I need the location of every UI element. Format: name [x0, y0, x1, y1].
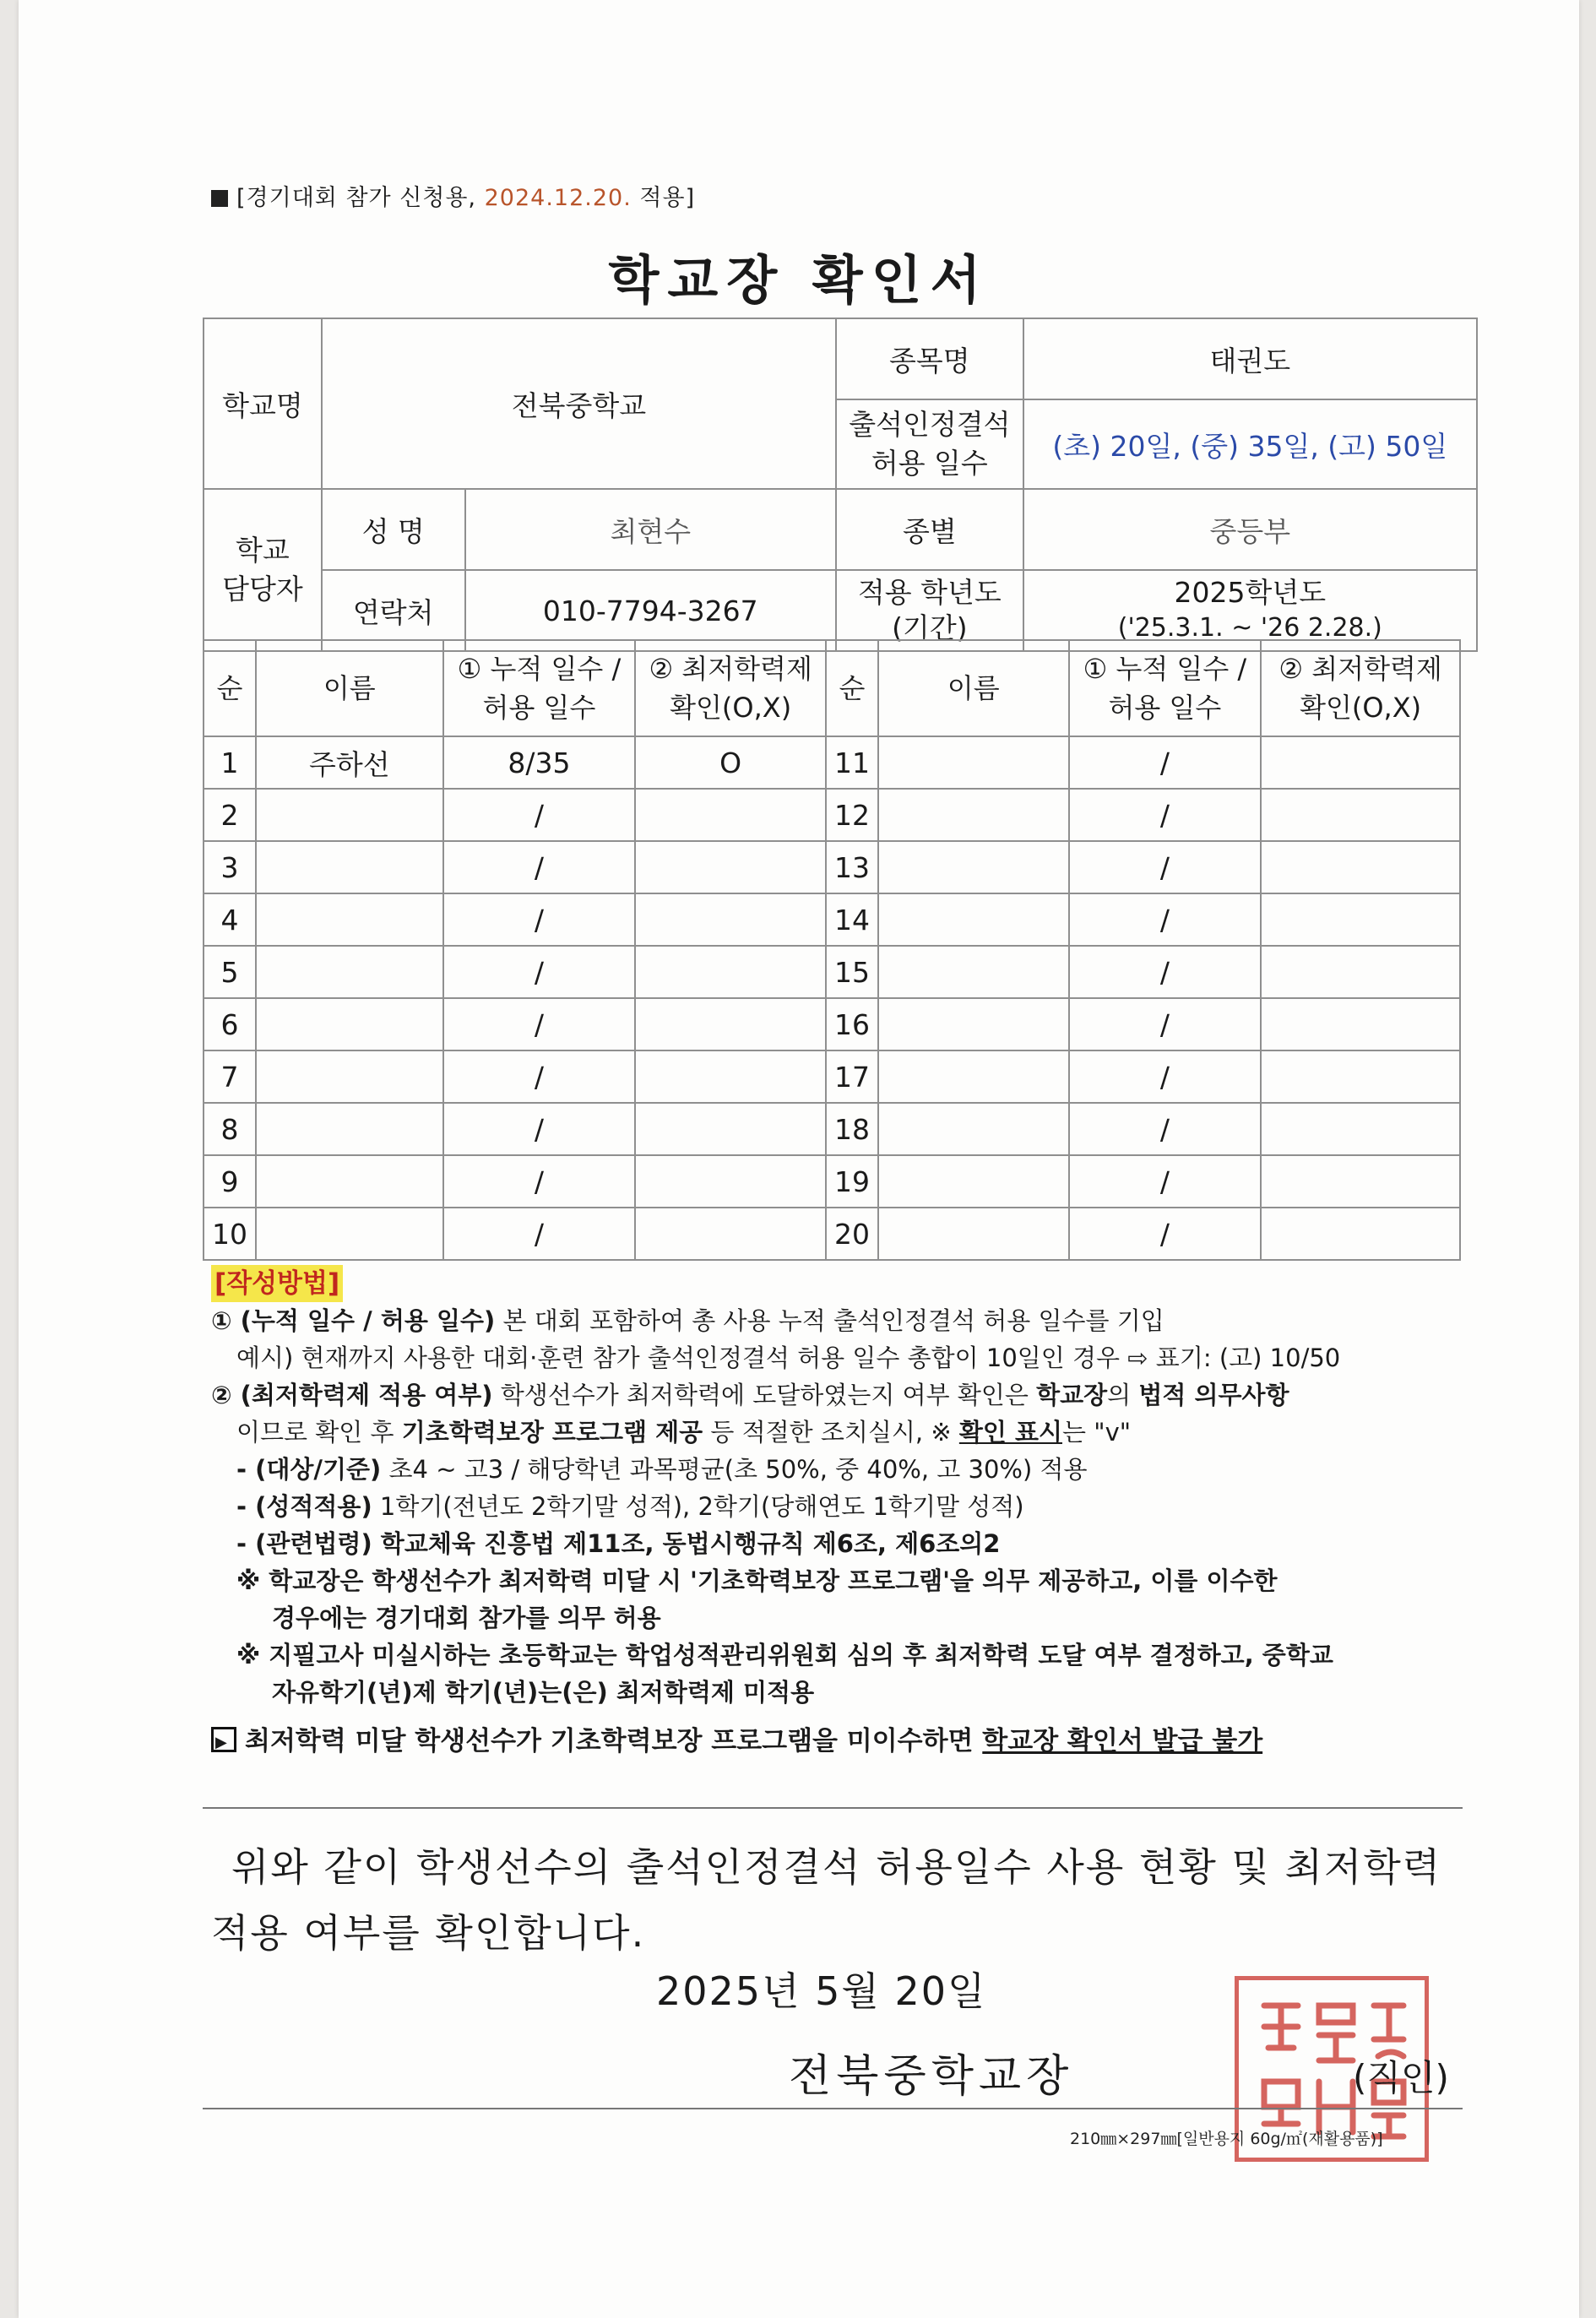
roster-cell-check [635, 893, 826, 946]
method-line-8: ※ 학교장은 학생선수가 최저학력 미달 시 '기초학력보장 프로그램'을 의무 제공하고, 이를 이수한 [236, 1566, 1278, 1595]
method-line-11: 자유학기(년)제 학기(년)는(은) 최저학력제 미적용 [272, 1678, 815, 1707]
col-days-2: ① 누적 일수 / 허용 일수 [1069, 640, 1262, 736]
roster-cell-check: O [635, 736, 826, 789]
roster-cell-name [878, 841, 1069, 893]
roster-cell-no: 16 [826, 998, 878, 1050]
roster-cell-name [878, 1208, 1069, 1260]
roster-cell-days: / [1069, 736, 1262, 789]
roster-cell-days: / [1069, 1208, 1262, 1260]
roster-cell-name [256, 1103, 443, 1155]
roster-cell-check [1261, 1050, 1460, 1103]
info-table [203, 318, 1478, 652]
roster-cell-days: / [443, 998, 636, 1050]
roster-cell-check [1261, 946, 1460, 998]
roster-cell-days: / [443, 789, 636, 841]
roster-cell-name [878, 1155, 1069, 1208]
roster-cell-name [256, 789, 443, 841]
roster-cell-no: 12 [826, 789, 878, 841]
seal-mark: (직인) [1353, 2057, 1449, 2098]
col-no-2: 순 [826, 640, 878, 736]
table-row [204, 1155, 1460, 1208]
roster-cell-name [256, 1208, 443, 1260]
method-line-6: - (성적적용) 1학기(전년도 2학기말 성적), 2학기(당해연도 1학기말 성적) [236, 1492, 1024, 1521]
table-row [204, 998, 1460, 1050]
roster-cell-days: / [1069, 893, 1262, 946]
roster-cell-no: 19 [826, 1155, 878, 1208]
table-row [204, 841, 1460, 893]
col-name: 이름 [256, 640, 443, 736]
roster-cell-check [1261, 1208, 1460, 1260]
divider [203, 1807, 1463, 1809]
roster-cell-days: / [1069, 1050, 1262, 1103]
roster-cell-check [635, 1103, 826, 1155]
division-value: 중등부 [1023, 489, 1477, 570]
roster-cell-check [635, 1050, 826, 1103]
absence-label: 출석인정결석 허용 일수 [836, 399, 1023, 489]
roster-cell-no: 15 [826, 946, 878, 998]
name-value: 최현수 [465, 489, 836, 570]
roster-cell-days: / [1069, 946, 1262, 998]
roster-cell-name [878, 893, 1069, 946]
roster-cell-name [256, 946, 443, 998]
roster-cell-check [635, 841, 826, 893]
roster-cell-days: / [443, 1155, 636, 1208]
roster-cell-check [635, 1208, 826, 1260]
roster-cell-check [635, 1155, 826, 1208]
roster-header-row [204, 640, 1460, 736]
page-title: 학교장 확인서 [608, 249, 990, 311]
roster-cell-no: 14 [826, 893, 878, 946]
roster-cell-days: / [1069, 1103, 1262, 1155]
school-name: 전북중학교 [322, 318, 836, 489]
roster-cell-check [1261, 736, 1460, 789]
table-row [204, 789, 1460, 841]
square-bullet-icon [211, 190, 228, 207]
roster-cell-days: / [1069, 841, 1262, 893]
roster-cell-check [1261, 1155, 1460, 1208]
roster-cell-no: 1 [204, 736, 256, 789]
roster-cell-name [256, 1155, 443, 1208]
roster-cell-name [256, 893, 443, 946]
roster-cell-no: 9 [204, 1155, 256, 1208]
col-name-2: 이름 [878, 640, 1069, 736]
method-tag: [작성방법] [211, 1265, 343, 1302]
method-line-1: ① (누적 일수 / 허용 일수) 본 대회 포함하여 총 사용 누적 출석인정결석 허용 일수를 기입 [211, 1306, 1164, 1335]
roster-table [203, 639, 1461, 1261]
principal-name: 전북중학교장 [789, 2051, 1074, 2102]
roster-cell-days: / [443, 1050, 636, 1103]
division-label: 종별 [836, 489, 1023, 570]
table-row [204, 1103, 1460, 1155]
roster-cell-no: 6 [204, 998, 256, 1050]
roster-cell-no: 13 [826, 841, 878, 893]
roster-cell-check [1261, 893, 1460, 946]
sport-value: 태권도 [1023, 318, 1477, 399]
table-row [204, 736, 1460, 789]
method-line-3: ② (최저학력제 적용 여부) 학생선수가 최저학력에 도달하였는지 여부 확인은 학교장의 법적 의무사항 [211, 1381, 1289, 1409]
method-section [211, 1265, 1461, 1760]
manager-label: 학교 담당자 [204, 489, 322, 651]
table-row [204, 1208, 1460, 1260]
roster-cell-name [256, 841, 443, 893]
roster-cell-days: / [443, 1208, 636, 1260]
roster-cell-check [1261, 998, 1460, 1050]
roster-cell-check [1261, 841, 1460, 893]
paper-spec: 210㎜×297㎜[일반용지 60g/㎡(재활용품)] [1070, 2130, 1383, 2148]
roster-cell-no: 2 [204, 789, 256, 841]
roster-cell-name [878, 1103, 1069, 1155]
roster-cell-days: 8/35 [443, 736, 636, 789]
col-no: 순 [204, 640, 256, 736]
document-page [19, 0, 1579, 2318]
method-line-9: 경우에는 경기대회 참가를 의무 허용 [272, 1604, 661, 1632]
roster-cell-no: 18 [826, 1103, 878, 1155]
method-line-7: - (관련법령) 학교체육 진흥법 제11조, 동법시행규칙 제6조, 제6조의2 [236, 1529, 1001, 1558]
roster-cell-name [256, 998, 443, 1050]
table-row [204, 946, 1460, 998]
roster-cell-no: 8 [204, 1103, 256, 1155]
roster-cell-name [878, 998, 1069, 1050]
notice-line: ▶최저학력 미달 학생선수가 기초학력보장 프로그램을 미이수하면 학교장 확인서 발급 불가 [211, 1723, 1461, 1760]
roster-cell-check [635, 789, 826, 841]
roster-cell-name [878, 1050, 1069, 1103]
header-note: [경기대회 참가 신청용, 2024.12.20. 적용] [211, 179, 695, 212]
roster-cell-name [878, 736, 1069, 789]
name-label: 성 명 [322, 489, 465, 570]
roster-cell-no: 11 [826, 736, 878, 789]
method-line-2: 예시) 현재까지 사용한 대회·훈련 참가 출석인정결석 허용 일수 총합이 10일인 경우 ⇨ 표기: (고) 10/50 [236, 1344, 1341, 1372]
roster-cell-no: 3 [204, 841, 256, 893]
roster-cell-no: 20 [826, 1208, 878, 1260]
col-check-2: ② 최저학력제 확인(O,X) [1261, 640, 1460, 736]
roster-cell-check [1261, 1103, 1460, 1155]
method-line-4: 이므로 확인 후 기초학력보장 프로그램 제공 등 적절한 조치실시, ※ 확인 표시는 "v" [236, 1418, 1132, 1447]
col-check: ② 최저학력제 확인(O,X) [635, 640, 826, 736]
roster-cell-no: 17 [826, 1050, 878, 1103]
confirm-statement: 위와 같이 학생선수의 출석인정결석 허용일수 사용 현황 및 최저학력 적용 여부를 확인합니다. [211, 1844, 1442, 1956]
sign-date: 2025년 5월 20일 [656, 1968, 987, 2014]
roster-cell-days: / [443, 841, 636, 893]
absence-value: (초) 20일, (중) 35일, (고) 50일 [1023, 399, 1477, 489]
year-label: 적용 학년도 (기간) [836, 570, 1023, 651]
roster-cell-name: 주하선 [256, 736, 443, 789]
roster-cell-days: / [443, 1103, 636, 1155]
sport-label: 종목명 [836, 318, 1023, 399]
roster-cell-days: / [1069, 998, 1262, 1050]
arrow-box-icon [211, 1727, 236, 1752]
roster-cell-name [878, 946, 1069, 998]
roster-cell-check [635, 998, 826, 1050]
header-note-date: 2024.12.20. [484, 185, 632, 211]
contact-label: 연락처 [322, 570, 465, 651]
table-row [204, 1050, 1460, 1103]
roster-cell-name [256, 1050, 443, 1103]
roster-cell-no: 5 [204, 946, 256, 998]
roster-cell-days: / [1069, 789, 1262, 841]
roster-cell-no: 10 [204, 1208, 256, 1260]
roster-cell-name [878, 789, 1069, 841]
roster-cell-days: / [443, 893, 636, 946]
method-line-10: ※ 지필고사 미실시하는 초등학교는 학업성적관리위원회 심의 후 최저학력 도달 여부 결정하고, 중학교 [236, 1641, 1333, 1669]
roster-cell-no: 4 [204, 893, 256, 946]
col-days: ① 누적 일수 / 허용 일수 [443, 640, 636, 736]
school-label: 학교명 [204, 318, 322, 489]
table-row [204, 893, 1460, 946]
roster-cell-days: / [1069, 1155, 1262, 1208]
roster-cell-check [635, 946, 826, 998]
year-value: 2025학년도 ('25.3.1. ~ '26 2.28.) [1023, 570, 1477, 651]
roster-cell-check [1261, 789, 1460, 841]
roster-body [204, 736, 1460, 1260]
roster-cell-no: 7 [204, 1050, 256, 1103]
roster-cell-days: / [443, 946, 636, 998]
contact-value: 010-7794-3267 [465, 570, 836, 651]
method-line-5: - (대상/기준) 초4 ~ 고3 / 해당학년 과목평균(초 50%, 중 40%, 고 30%) 적용 [236, 1455, 1088, 1484]
footer-divider [203, 2108, 1463, 2109]
